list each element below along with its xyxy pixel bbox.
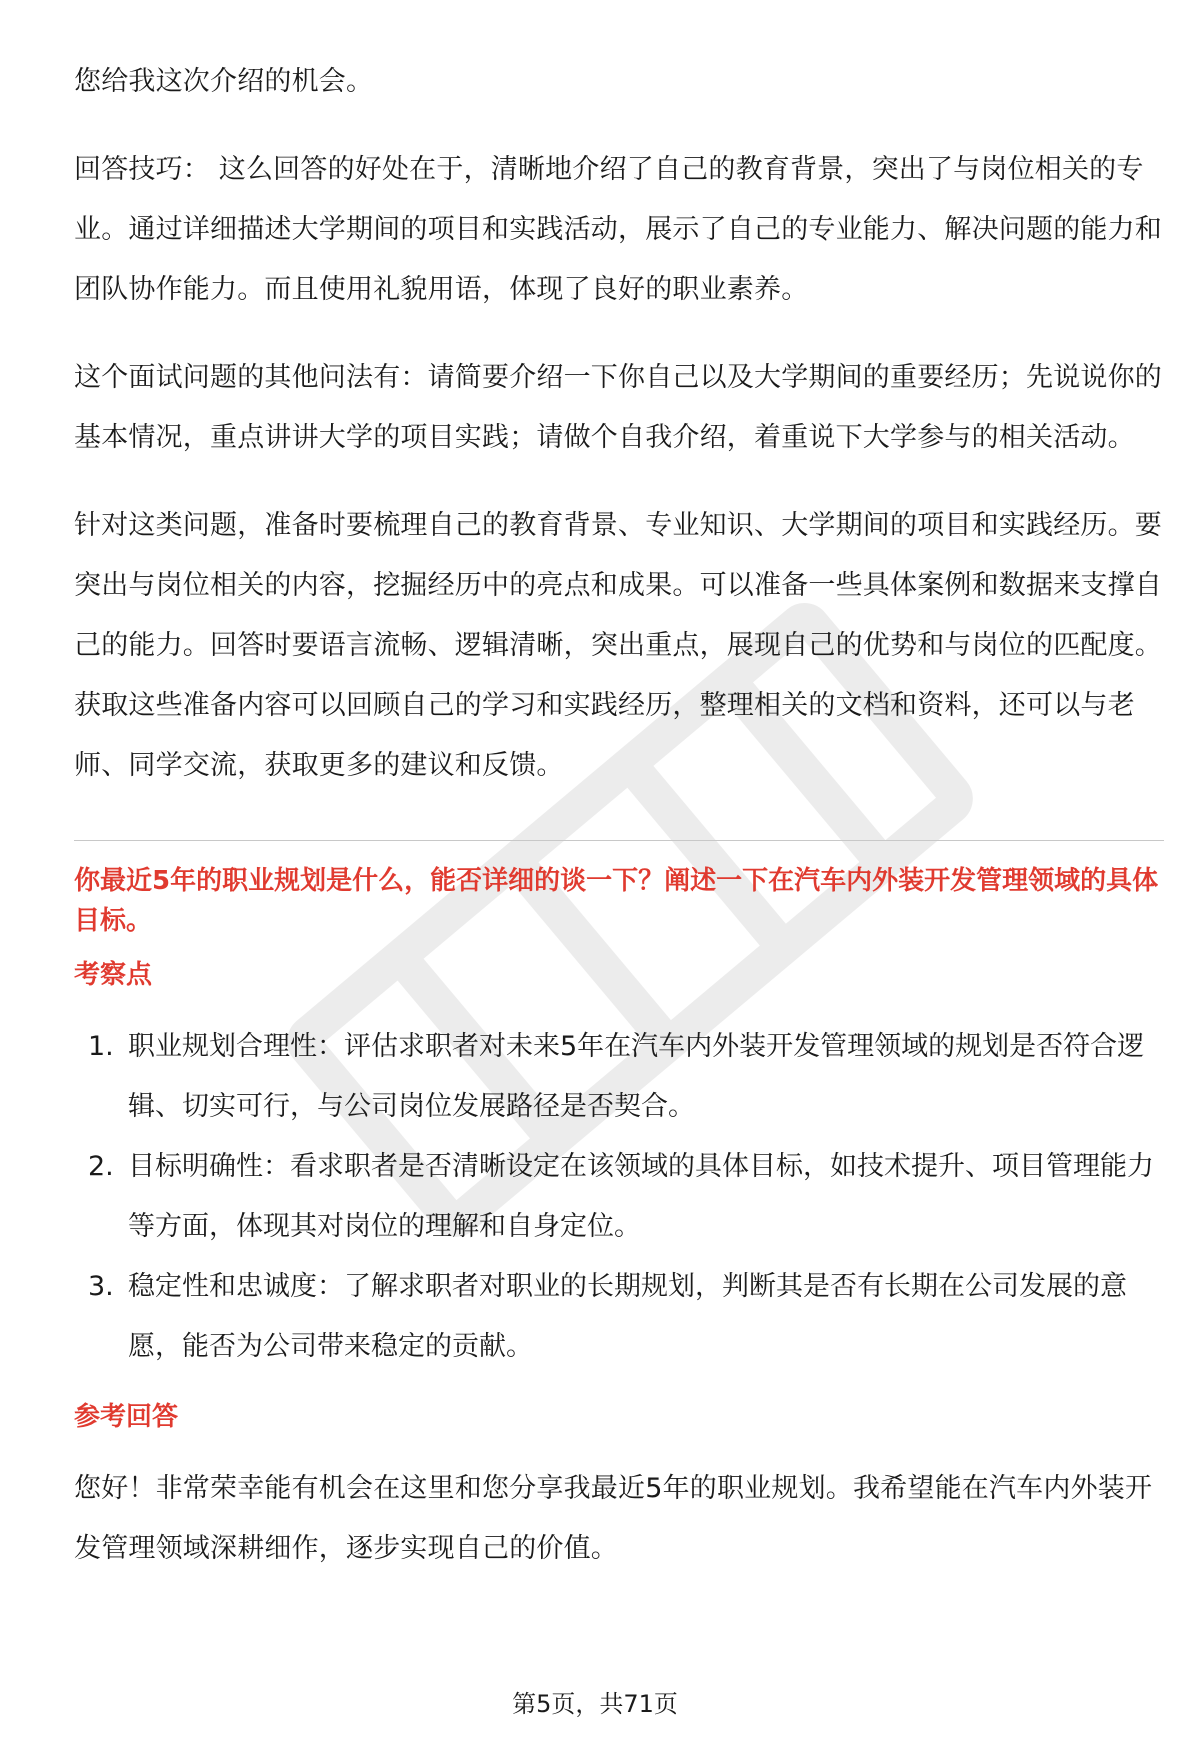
- content-area: [74, 52, 1164, 1579]
- list-item: [74, 1017, 1164, 1137]
- page-footer: 第5页，共71页: [512, 1690, 678, 1718]
- list-item: [74, 1137, 1164, 1257]
- paragraph-answer-tips: 回答技巧： 这么回答的好处在于，清晰地介绍了自己的教育背景，突出了与岗位相关的专业。通过详细描述大学期间的项目和实践活动，展示了自己的专业能力、解决问题的能力和团队协作能力。而且使用礼貌用语，体现了良好的职业素养。: [74, 154, 1162, 305]
- list-item-text: 职业规划合理性：评估求职者对未来5年在汽车内外装开发管理领域的规划是否符合逻辑、切实可行，与公司岗位发展路径是否契合。: [128, 1031, 1145, 1122]
- list-number: 3.: [88, 1271, 114, 1302]
- paragraph-alternative-questions: 这个面试问题的其他问法有：请简要介绍一下你自己以及大学期间的重要经历；先说说你的基本情况，重点讲讲大学的项目实践；请做个自我介绍，着重说下大学参与的相关活动。: [74, 362, 1162, 453]
- list-item: [74, 1257, 1164, 1377]
- question-heading: 你最近5年的职业规划是什么，能否详细的谈一下？阐述一下在汽车内外装开发管理领域的具体目标。: [74, 866, 1159, 936]
- paragraph-preparation-advice: 针对这类问题，准备时要梳理自己的教育背景、专业知识、大学期间的项目和实践经历。要突出与岗位相关的内容，挖掘经历中的亮点和成果。可以准备一些具体案例和数据来支撑自己的能力。回答时要语言流畅、逻辑清晰，突出重点，展现自己的优势和与岗位的匹配度。获取这些准备内容可以回顾自己的学习和实践经历，整理相关的文档和资料，还可以与老师、同学交流，获取更多的建议和反馈。: [74, 510, 1162, 781]
- section-title-points: 考察点: [74, 960, 153, 990]
- list-number: 1.: [88, 1031, 114, 1062]
- section-title-answer: 参考回答: [74, 1402, 179, 1432]
- paragraph-closing: 您给我这次介绍的机会。: [74, 66, 374, 97]
- list-item-text: 目标明确性：看求职者是否清晰设定在该领域的具体目标，如技术提升、项目管理能力等方面，体现其对岗位的理解和自身定位。: [128, 1151, 1154, 1242]
- list-number: 2.: [88, 1151, 114, 1182]
- points-list: [74, 1017, 1164, 1377]
- list-item-text: 稳定性和忠诚度：了解求职者对职业的长期规划，判断其是否有长期在公司发展的意愿，能否为公司带来稳定的贡献。: [128, 1271, 1127, 1362]
- paragraph-reference-answer: 您好！非常荣幸能有机会在这里和您分享我最近5年的职业规划。我希望能在汽车内外装开发管理领域深耕细作，逐步实现自己的价值。: [74, 1473, 1153, 1564]
